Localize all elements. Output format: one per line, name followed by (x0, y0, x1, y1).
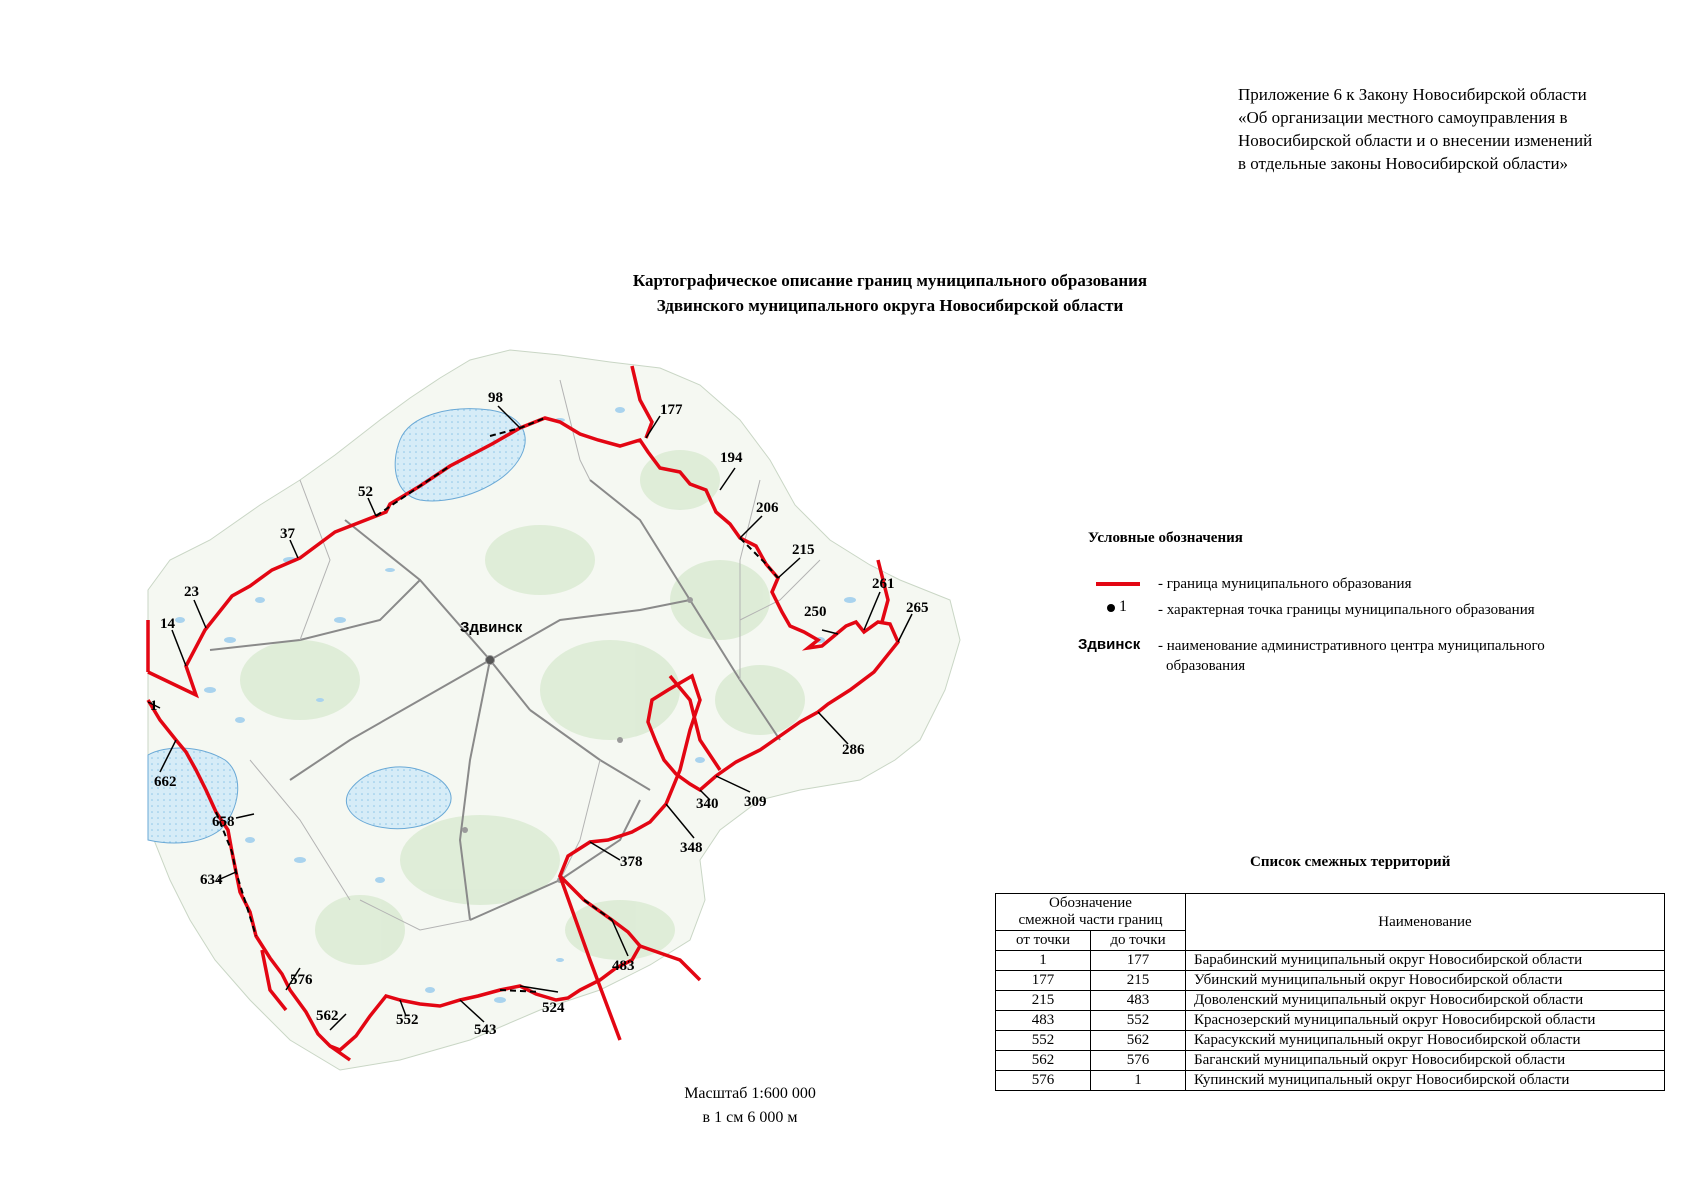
row-name: Барабинский муниципальный округ Новосибирской области (1186, 951, 1665, 971)
point-label-215: 215 (792, 542, 815, 558)
row-name: Доволенский муниципальный округ Новосибирской области (1186, 991, 1665, 1011)
table-row (996, 1011, 1665, 1031)
header-designation-line-2: смежной части границ (1018, 912, 1163, 928)
point-label-261: 261 (872, 576, 895, 592)
row-name: Убинский муниципальный округ Новосибирской области (1186, 971, 1665, 991)
point-label-309: 309 (744, 794, 767, 810)
legend-boundary-symbol (1096, 582, 1140, 586)
row-name: Карасукский муниципальный округ Новосибирской области (1186, 1031, 1665, 1051)
legend-center-text-1: - наименование административного центра муниципального (1158, 638, 1545, 654)
header-name: Наименование (1186, 894, 1665, 951)
table-row (996, 971, 1665, 991)
row-name: Купинский муниципальный округ Новосибирской области (1186, 1071, 1665, 1091)
point-label-483: 483 (612, 958, 635, 974)
row-from: 552 (996, 1031, 1091, 1051)
point-label-1: 1 (150, 698, 158, 714)
table-row (996, 1031, 1665, 1051)
adjacent-territories-table (995, 893, 1665, 1091)
point-label-543: 543 (474, 1022, 497, 1038)
row-from: 483 (996, 1011, 1091, 1031)
table-row (996, 991, 1665, 1011)
map-title-line-2: Здвинского муниципального округа Новосибирской области (656, 296, 1124, 315)
map-title-line-1: Картографическое описание границ муниципального образования (632, 271, 1148, 290)
admin-center-name: Здвинск (460, 619, 523, 636)
point-label-37: 37 (280, 526, 295, 542)
row-to: 576 (1091, 1051, 1186, 1071)
adjacent-table-title: Список смежных территорий (1250, 854, 1451, 870)
appendix-line: «Об организации местного самоуправления в (1238, 108, 1568, 127)
table-row (996, 1071, 1665, 1091)
header-to: до точки (1091, 931, 1186, 951)
scale-ratio: Масштаб 1:600 000 (684, 1085, 816, 1102)
row-to: 215 (1091, 971, 1186, 991)
point-label-524: 524 (542, 1000, 565, 1016)
header-designation (996, 894, 1186, 931)
table-header-row (996, 894, 1665, 931)
row-to: 177 (1091, 951, 1186, 971)
header-designation-line-1: Обозначение (1049, 895, 1132, 911)
row-from: 562 (996, 1051, 1091, 1071)
point-label-562: 562 (316, 1008, 339, 1024)
legend-title: Условные обозначения (1088, 530, 1243, 546)
header-from: от точки (996, 931, 1091, 951)
point-label-378: 378 (620, 854, 643, 870)
point-label-658: 658 (212, 814, 235, 830)
admin-center-marker (486, 656, 494, 664)
point-label-662: 662 (154, 774, 177, 790)
point-label-98: 98 (488, 390, 503, 406)
point-label-194: 194 (720, 450, 743, 466)
legend-point-text: - характерная точка границы муниципального образования (1158, 602, 1535, 618)
legend-point-symbol (1107, 604, 1115, 612)
appendix-line: Новосибирской области и о внесении изменений (1238, 131, 1593, 150)
point-label-576: 576 (290, 972, 313, 988)
row-name: Баганский муниципальный округ Новосибирской области (1186, 1051, 1665, 1071)
row-from: 576 (996, 1071, 1091, 1091)
point-label-340: 340 (696, 796, 719, 812)
row-to: 552 (1091, 1011, 1186, 1031)
point-label-52: 52 (358, 484, 373, 500)
row-from: 215 (996, 991, 1091, 1011)
table-row (996, 1051, 1665, 1071)
row-from: 177 (996, 971, 1091, 991)
point-label-634: 634 (200, 872, 223, 888)
legend-boundary-text: - граница муниципального образования (1158, 576, 1412, 592)
row-to: 1 (1091, 1071, 1186, 1091)
row-to: 483 (1091, 991, 1186, 1011)
legend-center-symbol: Здвинск (1078, 636, 1141, 653)
row-to: 562 (1091, 1031, 1186, 1051)
point-label-177: 177 (660, 402, 683, 418)
point-label-286: 286 (842, 742, 865, 758)
legend-center-text-2: образования (1166, 658, 1246, 674)
point-label-552: 552 (396, 1012, 419, 1028)
point-label-265: 265 (906, 600, 929, 616)
point-label-250: 250 (804, 604, 827, 620)
point-label-348: 348 (680, 840, 703, 856)
map-scale (640, 1082, 860, 1130)
appendix-line: Приложение 6 к Закону Новосибирской области (1238, 85, 1587, 104)
point-label-14: 14 (160, 616, 175, 632)
legend-point-number: 1 (1119, 598, 1127, 615)
appendix-line: в отдельные законы Новосибирской области» (1238, 154, 1569, 173)
point-label-23: 23 (184, 584, 199, 600)
row-name: Краснозерский муниципальный округ Новосибирской области (1186, 1011, 1665, 1031)
scale-distance: в 1 см 6 000 м (702, 1109, 798, 1126)
point-label-206: 206 (756, 500, 779, 516)
table-row (996, 951, 1665, 971)
row-from: 1 (996, 951, 1091, 971)
